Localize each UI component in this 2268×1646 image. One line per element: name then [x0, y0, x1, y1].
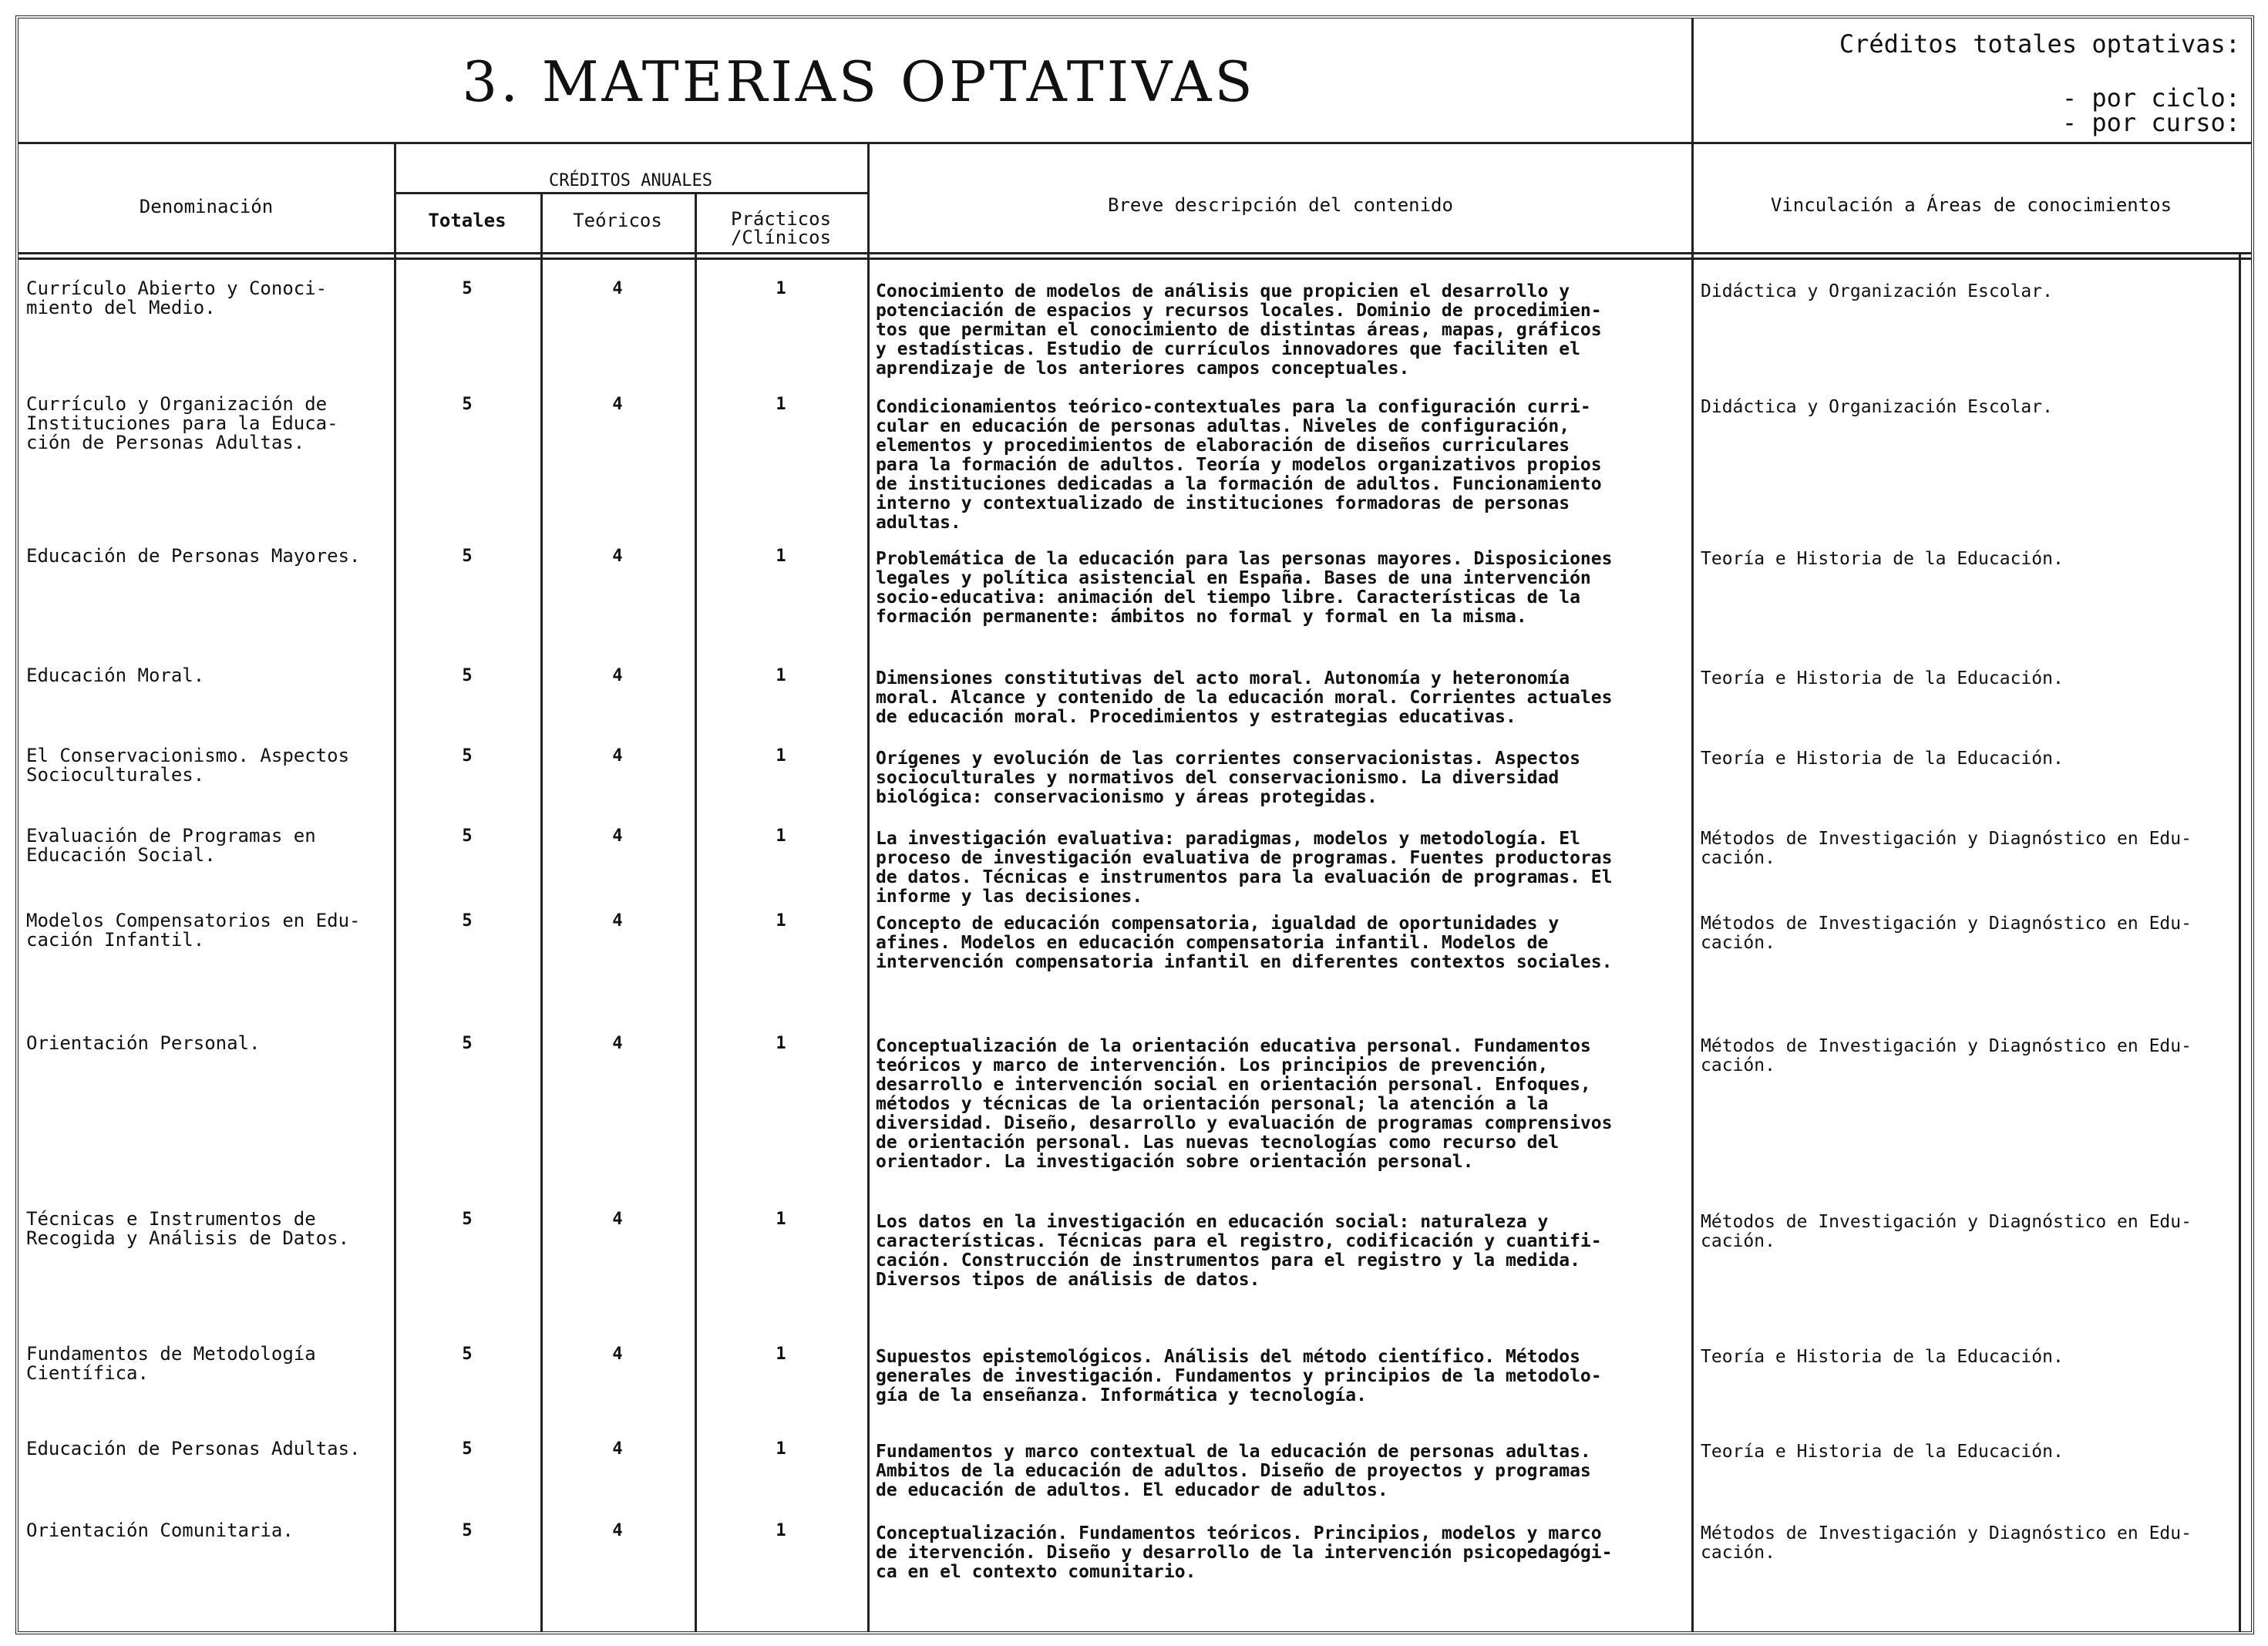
row-name: Evaluación de Programas en Educación Social. [26, 825, 316, 866]
row-practicos: 1 [776, 1439, 786, 1459]
row-teoricos: 4 [612, 547, 623, 566]
row-name: Currículo Abierto y Conoci- miento del Medio. [26, 278, 328, 318]
row-practicos: 1 [776, 826, 786, 846]
row-practicos: 1 [776, 1210, 786, 1229]
column-header-name: Denominación [139, 196, 274, 217]
row-area: Didáctica y Organización Escolar. [1701, 281, 2053, 301]
row-totales: 5 [462, 666, 473, 685]
credits-group-rule [394, 192, 867, 194]
row-teoricos: 4 [612, 1210, 623, 1229]
row-totales: 5 [462, 1521, 473, 1540]
row-description: Concepto de educación compensatoria, igualdad de oportunidades y afines. Modelos en educación compensatoria infantil. Modelos de intervención compensatoria infantil en diferentes contextos sociales. [876, 914, 1613, 972]
row-name: Fundamentos de Metodología Científica. [26, 1343, 316, 1384]
column-header-description: Breve descripción del contenido [1108, 194, 1453, 216]
row-description: Condicionamientos teórico-contextuales para la configuración curri- cular en educación de personas adultas. Niveles de configuración, elementos y procedimientos de elaboración de diseños curriculares para la formación de adultos. Teoría y modelos organizativos propios de instituciones dedicadas a la formación de adultos. Funcionamiento interno y contextualizado de instituciones formadoras de personas adultas. [876, 397, 1602, 533]
row-teoricos: 4 [612, 1439, 623, 1459]
row-totales: 5 [462, 547, 473, 566]
row-description: Supuestos epistemológicos. Análisis del método científico. Métodos generales de investigación. Fundamentos y principios de la metodolo- gía de la enseñanza. Informática y tecnología. [876, 1347, 1602, 1405]
row-area: Teoría e Historia de la Educación. [1701, 1347, 2064, 1367]
column-header-teoricos: Teóricos [573, 210, 662, 231]
row-area: Teoría e Historia de la Educación. [1701, 1442, 2064, 1462]
row-totales: 5 [462, 746, 473, 766]
row-area: Didáctica y Organización Escolar. [1701, 397, 2053, 417]
column-rule-1 [394, 142, 396, 1631]
row-practicos: 1 [776, 395, 786, 414]
row-area: Métodos de Investigación y Diagnóstico en Edu- cación. [1701, 1523, 2192, 1563]
row-name: Técnicas e Instrumentos de Recogida y Análisis de Datos. [26, 1208, 350, 1249]
row-practicos: 1 [776, 666, 786, 685]
row-totales: 5 [462, 826, 473, 846]
title-divider [1691, 19, 1694, 143]
row-totales: 5 [462, 911, 473, 931]
row-description: La investigación evaluativa: paradigmas, modelos y metodología. El proceso de investigación evaluativa de programas. Fuentes productoras de datos. Técnicas e instrumentos para la evaluación de programas. El informe y las decisiones. [876, 829, 1613, 907]
row-totales: 5 [462, 1210, 473, 1229]
row-totales: 5 [462, 395, 473, 414]
row-totales: 5 [462, 1439, 473, 1459]
row-teoricos: 4 [612, 746, 623, 766]
row-description: Fundamentos y marco contextual de la educación de personas adultas. Ambitos de la educación de adultos. Diseño de proyectos y programas de educación de adultos. El educador de adultos. [876, 1442, 1591, 1500]
row-name: Orientación Comunitaria. [26, 1520, 294, 1541]
row-area: Métodos de Investigación y Diagnóstico en Edu- cación. [1701, 1036, 2192, 1075]
row-description: Problemática de la educación para las personas mayores. Disposiciones legales y política asistencial en España. Bases de una intervención socio-educativa: animación del tiempo libre. Características de la formación permanente: ámbitos no formal y formal en la misma. [876, 549, 1613, 627]
header-bottom-rule [19, 252, 2251, 254]
row-description: Conceptualización. Fundamentos teóricos. Principios, modelos y marco de itervención. Diseño y desarrollo de la intervención psicopedagógi- ca en el contexto comunitario. [876, 1523, 1613, 1582]
row-practicos: 1 [776, 547, 786, 566]
row-teoricos: 4 [612, 395, 623, 414]
row-totales: 5 [462, 279, 473, 298]
column-header-areas: Vinculación a Áreas de conocimientos [1770, 194, 2172, 216]
row-name: Educación de Personas Mayores. [26, 545, 361, 567]
credits-total-label: Créditos totales optativas: [1839, 29, 2240, 59]
row-description: Conocimiento de modelos de análisis que propicien el desarrollo y potenciación de espacios y recursos locales. Dominio de procedimien- tos que permitan el conocimiento de distintas áreas, mapas, gráficos y estadísticas. Estudio de currículos innovadores que faciliten el aprendizaje de los anteriores campos conceptuales. [876, 281, 1602, 379]
column-header-practicos: Prácticos /Clínicos [730, 208, 832, 248]
page-title: 3. MATERIAS OPTATIVAS [462, 49, 1256, 114]
row-practicos: 1 [776, 279, 786, 298]
row-area: Teoría e Historia de la Educación. [1701, 668, 2064, 688]
row-area: Teoría e Historia de la Educación. [1701, 749, 2064, 769]
row-teoricos: 4 [612, 1521, 623, 1540]
row-area: Métodos de Investigación y Diagnóstico en Edu- cación. [1701, 914, 2192, 953]
header-bottom-rule-2 [19, 258, 2251, 260]
credits-per-cycle: - por ciclo: [2061, 83, 2240, 113]
column-rule-5 [1691, 142, 1694, 1631]
column-header-credits: CRÉDITOS ANUALES [549, 171, 712, 190]
row-area: Métodos de Investigación y Diagnóstico en Edu- cación. [1701, 829, 2192, 868]
row-description: Dimensiones constitutivas del acto moral. Autonomía y heteronomía moral. Alcance y contenido de la educación moral. Corrientes actuales de educación moral. Procedimientos y estrategias educativas. [876, 668, 1613, 727]
row-name: Currículo y Organización de Instituciones para la Educa- ción de Personas Adultas. [26, 393, 338, 453]
row-description: Conceptualización de la orientación educativa personal. Fundamentos teóricos y marco de intervención. Los principios de prevención, desarrollo e intervención social en orientación personal. Enfoques, métodos y técnicas de la orientación personal; la atención a la diversidad. Diseño, desarrollo y evaluación de programas comprensivos de orientación personal. Las nuevas tecnologías como recurso del orientador. La investigación sobre orientación personal. [876, 1036, 1613, 1172]
row-teoricos: 4 [612, 279, 623, 298]
row-area: Métodos de Investigación y Diagnóstico en Edu- cación. [1701, 1212, 2192, 1251]
row-description: Orígenes y evolución de las corrientes conservacionistas. Aspectos socioculturales y normativos del conservacionismo. La diversidad biológica: conservacionismo y áreas protegidas. [876, 749, 1580, 807]
row-practicos: 1 [776, 746, 786, 766]
row-teoricos: 4 [612, 911, 623, 931]
row-teoricos: 4 [612, 1034, 623, 1053]
row-name: Educación de Personas Adultas. [26, 1438, 361, 1459]
row-name: Orientación Personal. [26, 1032, 261, 1054]
row-practicos: 1 [776, 911, 786, 931]
document-frame [15, 15, 2254, 1634]
row-totales: 5 [462, 1345, 473, 1364]
row-name: Modelos Compensatorios en Edu- cación Infantil. [26, 910, 361, 951]
row-totales: 5 [462, 1034, 473, 1053]
row-description: Los datos en la investigación en educación social: naturaleza y características. Técnicas para el registro, codificación y cuantifi- cación. Construcción de instrumentos para el registro y la medida. Diversos tipos de análisis de datos. [876, 1212, 1602, 1290]
row-practicos: 1 [776, 1521, 786, 1540]
row-area: Teoría e Historia de la Educación. [1701, 549, 2064, 569]
credits-per-course: - por curso: [2061, 108, 2240, 137]
row-teoricos: 4 [612, 1345, 623, 1364]
row-practicos: 1 [776, 1034, 786, 1053]
row-name: El Conservacionismo. Aspectos Socioculturales. [26, 745, 350, 786]
row-teoricos: 4 [612, 666, 623, 685]
title-bottom-rule [19, 142, 2251, 144]
row-teoricos: 4 [612, 826, 623, 846]
column-rule-4 [867, 142, 870, 1631]
row-practicos: 1 [776, 1345, 786, 1364]
row-name: Educación Moral. [26, 665, 205, 686]
column-header-totales: Totales [428, 210, 506, 231]
